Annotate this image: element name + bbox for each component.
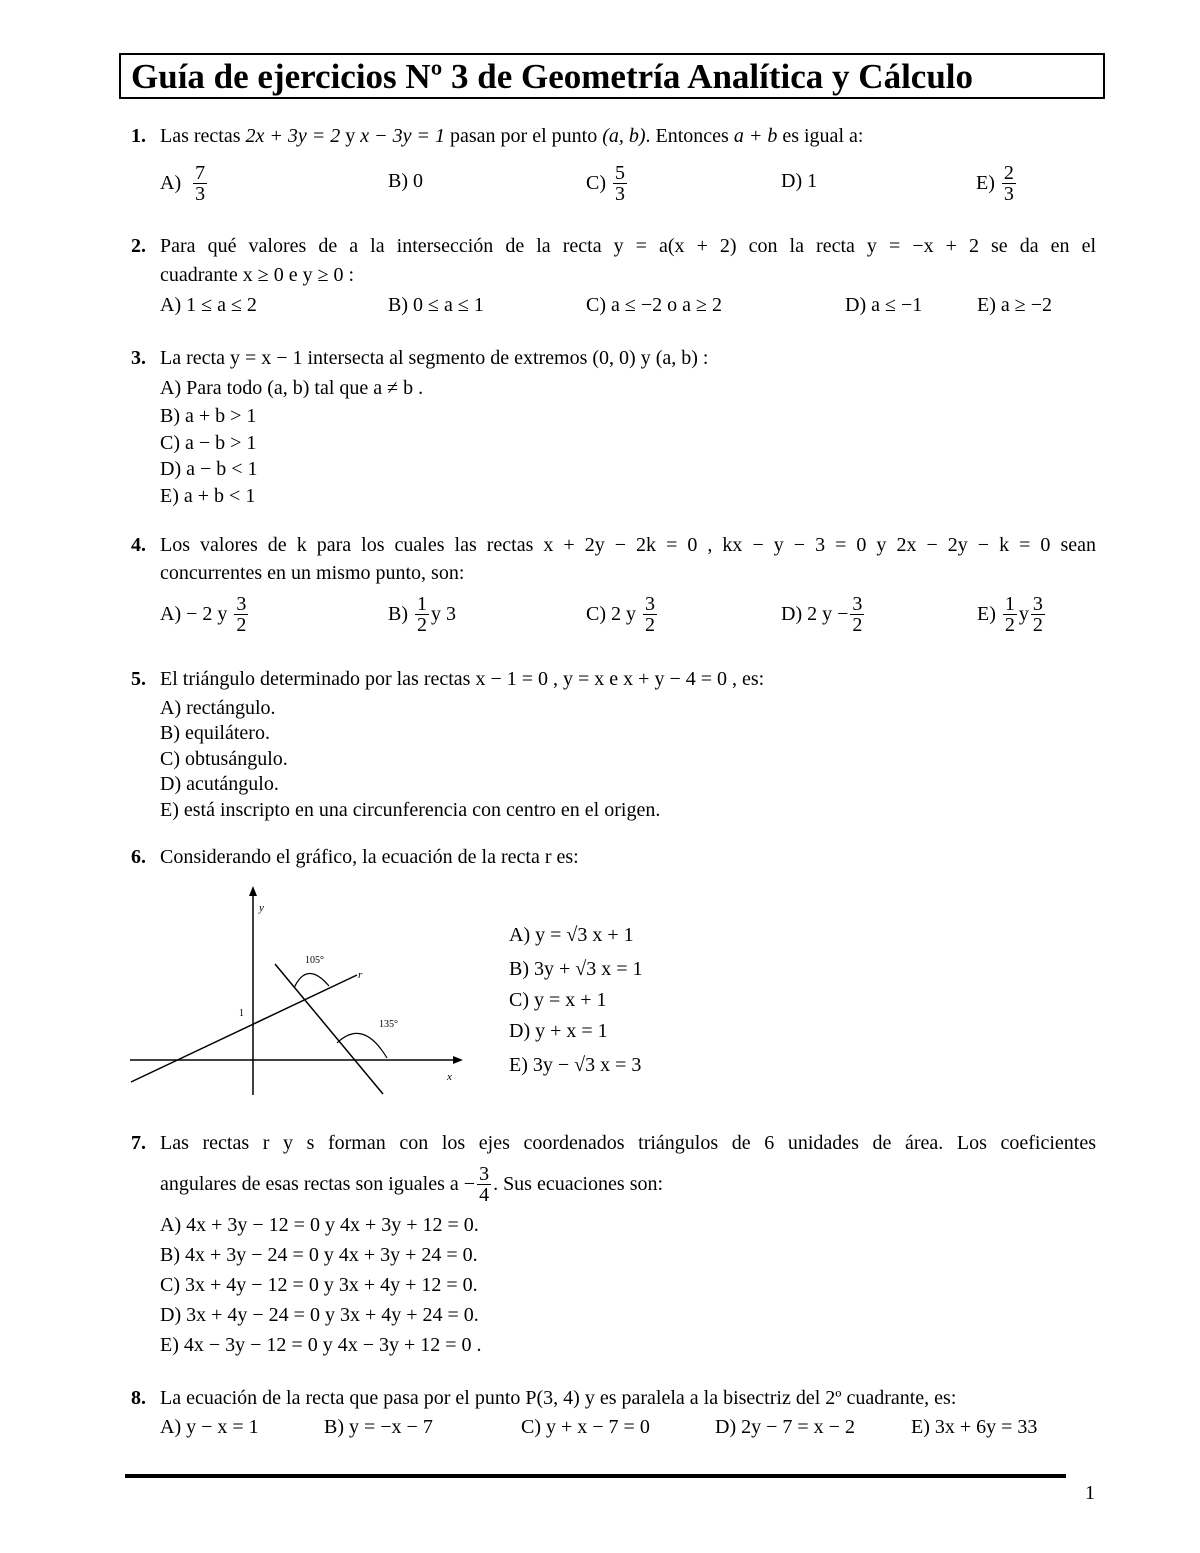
- q8-option-e[interactable]: E) 3x + 6y = 33: [911, 1416, 1038, 1438]
- q2-option-d[interactable]: D) a ≤ −1: [845, 294, 923, 316]
- q4-option-b[interactable]: B) $\frac{1}{2}$ y 3: [388, 592, 456, 636]
- x-axis-arrow: [453, 1056, 463, 1064]
- q6-option-a[interactable]: A) y = √3 x + 1: [509, 924, 634, 946]
- q7-option-c[interactable]: C) 3x + 4y − 12 = 0 y 3x + 4y + 12 = 0.: [160, 1274, 478, 1296]
- q7-option-a[interactable]: A) 4x + 3y − 12 = 0 y 4x + 3y + 12 = 0.: [160, 1214, 479, 1236]
- q2-statement-line1: Para qué valores de a la intersección de la recta y = a(x + 2) con la recta y = −x + 2 se da en el: [160, 235, 1096, 257]
- q5-option-b[interactable]: B) equilátero.: [160, 722, 270, 744]
- q6-graph: [125, 880, 470, 1100]
- line-other: [275, 964, 383, 1094]
- x-axis-label: x: [447, 1071, 452, 1083]
- q8-option-c[interactable]: C) y + x − 7 = 0: [521, 1416, 650, 1438]
- q6-statement: Considerando el gráfico, la ecuación de la recta r es:: [160, 846, 579, 868]
- q8-option-d[interactable]: D) 2y − 7 = x − 2: [715, 1416, 855, 1438]
- q6-option-e[interactable]: E) 3y − √3 x = 3: [509, 1054, 642, 1076]
- q4-statement-line2: concurrentes en un mismo punto, son:: [160, 562, 465, 584]
- angle-105-label: 105°: [305, 955, 324, 966]
- q3-statement: La recta y = x − 1 intersecta al segmento de extremos (0, 0) y (a, b) :: [160, 347, 709, 369]
- q1-option-e[interactable]: E) $\frac{2}{3}$: [976, 161, 1014, 205]
- q4-number: 4.: [131, 534, 146, 556]
- q7-option-d[interactable]: D) 3x + 4y − 24 = 0 y 3x + 4y + 24 = 0.: [160, 1304, 479, 1326]
- footer-rule: [125, 1474, 1066, 1478]
- q2-option-a[interactable]: A) 1 ≤ a ≤ 2: [160, 294, 257, 316]
- y-axis-arrow: [249, 886, 257, 896]
- q6-option-d[interactable]: D) y + x = 1: [509, 1020, 608, 1042]
- q1-option-d[interactable]: D) 1: [781, 170, 818, 192]
- q5-number: 5.: [131, 668, 146, 690]
- q7-number: 7.: [131, 1132, 146, 1154]
- q6-option-c[interactable]: C) y = x + 1: [509, 989, 607, 1011]
- intercept-one-label: 1: [239, 1008, 244, 1019]
- q6-option-b[interactable]: B) 3y + √3 x = 1: [509, 958, 643, 980]
- q4-option-c[interactable]: C) 2 y $\frac{3}{2}$: [586, 592, 655, 636]
- q7-statement-line1: Las rectas r y s forman con los ejes coordenados triángulos de 6 unidades de área. Los coeficientes: [160, 1132, 1096, 1154]
- q3-number: 3.: [131, 347, 146, 369]
- q4-option-d[interactable]: D) 2 y − $\frac{3}{2}$: [781, 592, 863, 636]
- q3-option-a[interactable]: A) Para todo (a, b) tal que a ≠ b .: [160, 377, 424, 399]
- line-r: [131, 975, 357, 1082]
- q5-option-d[interactable]: D) acutángulo.: [160, 773, 279, 795]
- q8-statement: La ecuación de la recta que pasa por el punto P(3, 4) y es paralela a la bisectriz del 2º cuadrante, es:: [160, 1387, 957, 1409]
- y-axis-label: y: [259, 902, 264, 914]
- angle-135-label: 135°: [379, 1019, 398, 1030]
- q3-option-e[interactable]: E) a + b < 1: [160, 485, 256, 507]
- page-number: 1: [1085, 1482, 1095, 1504]
- line-r-label: r: [358, 969, 363, 981]
- q4-option-a[interactable]: A) − 2 y $\frac{3}{2}$: [160, 592, 247, 636]
- q1-option-c[interactable]: C) $\frac{5}{3}$: [586, 161, 625, 205]
- q8-option-b[interactable]: B) y = −x − 7: [324, 1416, 433, 1438]
- q1-option-a[interactable]: A) $\frac{7}{3}$: [160, 161, 206, 205]
- q2-option-b[interactable]: B) 0 ≤ a ≤ 1: [388, 294, 484, 316]
- q7-statement-line2: angulares de esas rectas son iguales a − $\frac{3}{4}$ . Sus ecuaciones son:: [160, 1162, 664, 1206]
- q1-statement: Las rectas 2x + 3y = 2 y x − 3y = 1 pasan por el punto (a, b). Entonces a + b es igual a:: [160, 125, 864, 147]
- q2-option-e[interactable]: E) a ≥ −2: [977, 294, 1053, 316]
- q1-number: 1.: [131, 125, 146, 147]
- q5-statement: El triángulo determinado por las rectas x − 1 = 0 , y = x e x + y − 4 = 0 , es:: [160, 668, 765, 690]
- q5-option-a[interactable]: A) rectángulo.: [160, 697, 276, 719]
- q2-statement-line2: cuadrante x ≥ 0 e y ≥ 0 :: [160, 264, 355, 286]
- angle-arc-135: [337, 1033, 387, 1058]
- page-title: Guía de ejercicios Nº 3 de Geometría Analítica y Cálculo: [131, 57, 974, 96]
- q5-option-c[interactable]: C) obtusángulo.: [160, 748, 288, 770]
- q4-statement-line1: Los valores de k para los cuales las rectas x + 2y − 2k = 0 , kx − y − 3 = 0 y 2x − 2y − k = 0 sean: [160, 534, 1096, 556]
- q3-option-b[interactable]: B) a + b > 1: [160, 405, 257, 427]
- q8-option-a[interactable]: A) y − x = 1: [160, 1416, 259, 1438]
- q3-option-d[interactable]: D) a − b < 1: [160, 458, 258, 480]
- q7-option-b[interactable]: B) 4x + 3y − 24 = 0 y 4x + 3y + 24 = 0.: [160, 1244, 478, 1266]
- q1-option-b[interactable]: B) 0: [388, 170, 423, 192]
- q5-option-e[interactable]: E) está inscripto en una circunferencia con centro en el origen.: [160, 799, 661, 821]
- q2-option-c[interactable]: C) a ≤ −2 o a ≥ 2: [586, 294, 722, 316]
- q3-option-c[interactable]: C) a − b > 1: [160, 432, 257, 454]
- q8-number: 8.: [131, 1387, 146, 1409]
- q4-option-e[interactable]: E) $\frac{1}{2}$ y $\frac{3}{2}$: [977, 592, 1043, 636]
- q2-number: 2.: [131, 235, 146, 257]
- title-box: [119, 53, 1105, 99]
- q6-number: 6.: [131, 846, 146, 868]
- angle-arc-105: [294, 973, 329, 988]
- q7-option-e[interactable]: E) 4x − 3y − 12 = 0 y 4x − 3y + 12 = 0 .: [160, 1334, 482, 1356]
